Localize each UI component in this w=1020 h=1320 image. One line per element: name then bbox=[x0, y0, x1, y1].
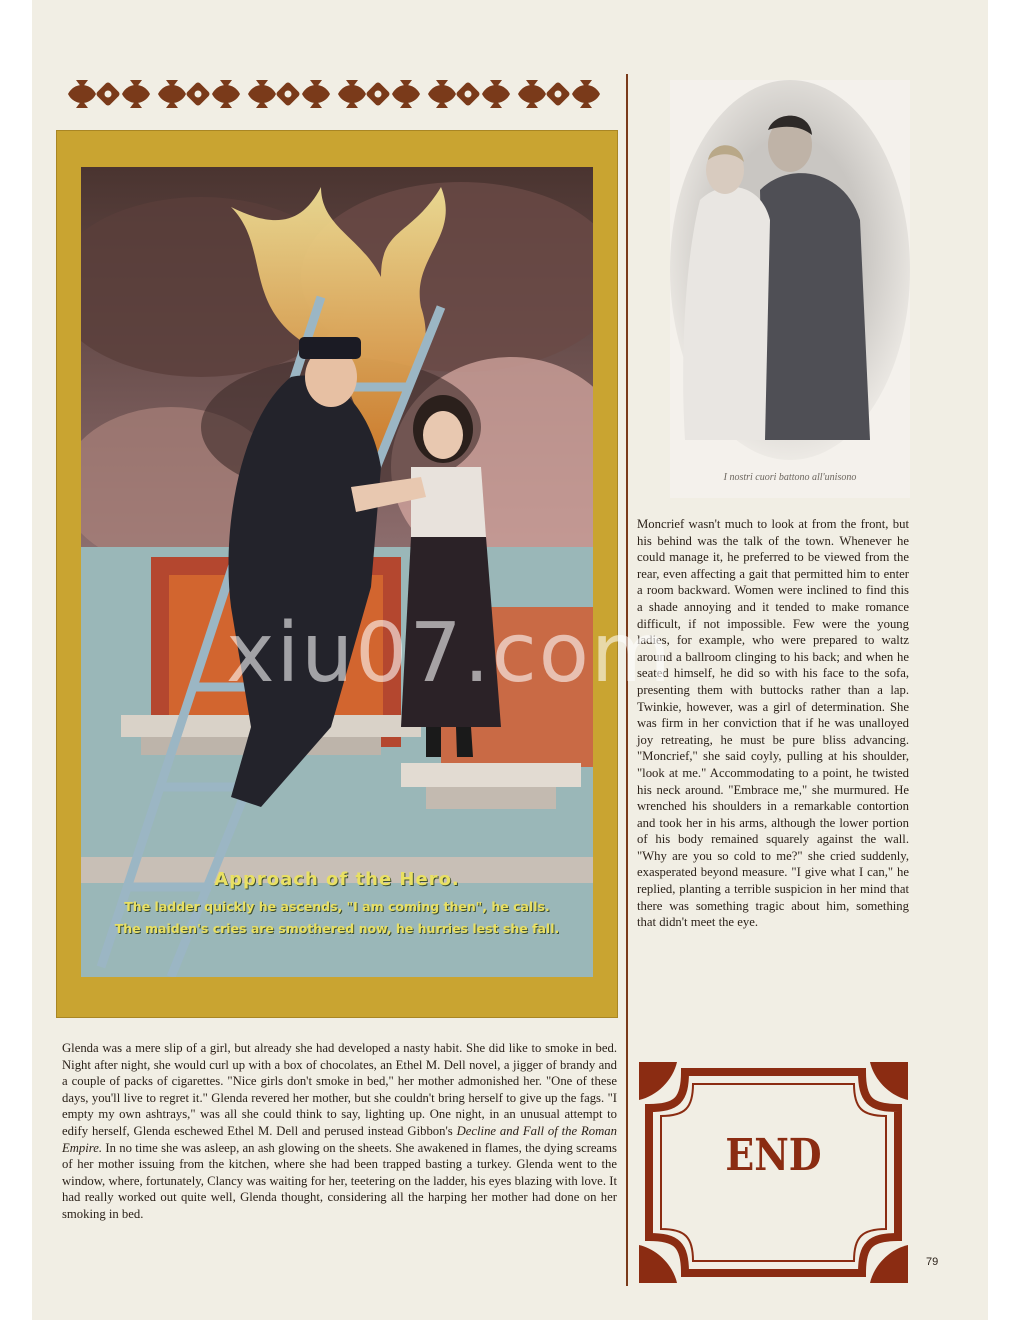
book-title: Decline and Fall of the Roman Empire. bbox=[62, 1123, 617, 1155]
glenda-story-text bbox=[62, 1040, 617, 1223]
postcard-caption-line-2: The maiden's cries are smothered now, he hurries lest she fall. bbox=[114, 921, 560, 936]
postcard-caption-title: Approach of the Hero. bbox=[214, 869, 460, 890]
end-label: END bbox=[725, 1130, 822, 1181]
embracing-couple-image bbox=[670, 80, 910, 460]
watermark: xiu07.com bbox=[226, 606, 673, 701]
postcard-caption-line-1: The ladder quickly he ascends, "I am coming then", he calls. bbox=[124, 899, 550, 914]
floral-ornament-border bbox=[64, 72, 612, 116]
page-number: 79 bbox=[926, 1256, 939, 1268]
glenda-text-part-1: Glenda was a mere slip of a girl, but already she had developed a nasty habit. She did like to smoke in bed. Night after night, she would curl up with a box of chocolates, an Ethel M. Dell novel, a jigger of brandy and a couple of packs of cigarettes. "Nice girls don't smoke in bed," her mother admonished her. "One of these days, you'll live to regret it." Glenda revered her mother, but she couldn't bring herself to give up the fags. "I empty my own ashtrays," was all she could think to say, lighting up. One night, in an unusual attempt to edify herself, Glenda eschewed Ethel M. Dell and perused instead Gibbon's bbox=[62, 1041, 617, 1138]
vintage-postcard bbox=[56, 130, 618, 1018]
end-frame bbox=[637, 1060, 910, 1285]
couple-photograph bbox=[670, 80, 910, 498]
moncrief-story-text: Moncrief wasn't much to look at from the front, but his behind was the talk of the town. Whenever he could manage it, he preferred to be viewed from the rear, even affecting a gait that permitted him to enter a room backward. Women were inclined to find this a shade annoying and it tended to make romance difficult, if not impossible. Few were the young ladies, for example, who were prepared to waltz around a ballroom clinging to his back; and when he seated himself, he did so with his face to the sofa, presenting them with buttocks rather than a lap. Twinkie, however, was a girl of determination. She was firm in her conviction that if he was unalloyed joy retreating, he must be pure bliss advancing. "Moncrief," she said coyly, pulling at his shoulder, "look at me." Accommodating to a point, he twisted his neck around. "Embrace me," she murmured. He wrenched his shoulders in a remarkable contortion and took her in his arms, although the lower portion of his body remained squarely against the wall. "Why are you so cold to me?" she cried suddenly, exasperated beyond measure. "I give what I can," he replied, planting a terrible suspicion in her mind that there was something tragic about him, something that didn't meet the eye. bbox=[637, 517, 909, 930]
photo-caption: I nostri cuori battono all'unisono bbox=[723, 472, 857, 483]
fire-rescue-illustration bbox=[81, 167, 593, 977]
glenda-text-part-2: In no time she was asleep, an ash glowing on the sheets. She awakened in flames, the dying screams of her mother issuing from the kitchen, where she had been trapped basting a turkey. Glenda went to the window, where, fortunately, Clancy was waiting for her, teetering on the ladder, his eyes blazing with love. It had really worked out quite well, Glenda thought, considering all the harping her mother had done on her smoking in bed. bbox=[62, 1140, 617, 1221]
